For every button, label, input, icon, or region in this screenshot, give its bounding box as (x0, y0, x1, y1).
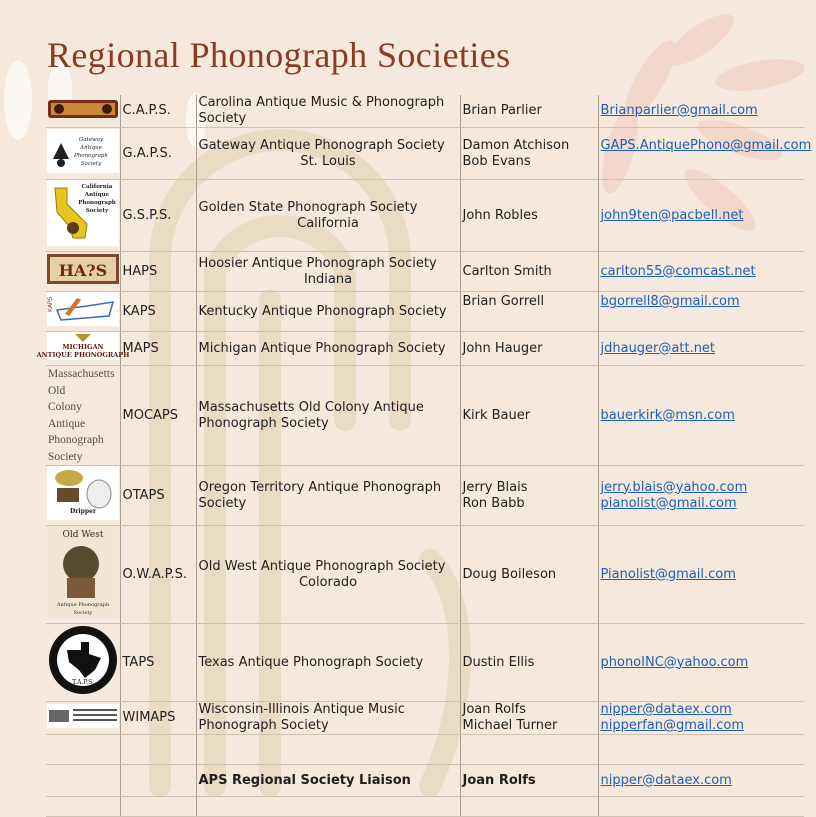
kaps-logo (46, 292, 120, 332)
table-row (46, 702, 804, 735)
society-name: Kentucky Antique Phonograph Society (196, 292, 460, 332)
liaison-label: APS Regional Society Liaison (196, 765, 460, 797)
svg-text:Old West: Old West (62, 530, 104, 540)
society-contact: Jerry Blais Ron Babb (460, 466, 598, 526)
society-name: Golden State Phonograph Society California (196, 180, 460, 252)
svg-text:MICHIGAN: MICHIGAN (62, 343, 104, 351)
society-abbr: HAPS (120, 252, 196, 292)
email-link[interactable]: nipper@dataex.com (600, 772, 732, 788)
society-contact: Joan Rolfs Michael Turner (460, 702, 598, 735)
table-row (46, 332, 804, 366)
gaps-logo (46, 128, 120, 180)
table-row (46, 180, 804, 252)
society-email (598, 292, 804, 332)
email-link[interactable]: bgorrell8@gmail.com (600, 294, 740, 309)
wimaps-logo (46, 702, 120, 735)
society-abbr: MOCAPS (120, 366, 196, 466)
otaps-logo (46, 466, 120, 526)
table-row (46, 95, 804, 128)
society-abbr: KAPS (120, 292, 196, 332)
owaps-logo (46, 526, 120, 624)
svg-text:KAPS: KAPS (46, 296, 54, 312)
svg-text:T.A.P.S.: T.A.P.S. (71, 679, 94, 686)
maps-logo (36, 332, 130, 366)
svg-text:Antique: Antique (84, 192, 109, 198)
email-link[interactable]: bauerkirk@msn.com (600, 407, 735, 423)
society-email (598, 702, 804, 735)
societies-table (36, 95, 812, 817)
society-name: Texas Antique Phonograph Society (196, 624, 460, 702)
empty-row (46, 797, 804, 817)
society-contact: Brian Gorrell (460, 292, 598, 332)
society-abbr: C.A.P.S. (120, 95, 196, 128)
society-email (598, 332, 804, 366)
table-row (46, 128, 804, 180)
society-name: Gateway Antique Phonograph Society St. Louis (196, 128, 460, 180)
society-contact: Dustin Ellis (460, 624, 598, 702)
society-abbr: O.W.A.P.S. (120, 526, 196, 624)
society-contact: Doug Boileson (460, 526, 598, 624)
society-contact: Carlton Smith (460, 252, 598, 292)
haps-logo (46, 252, 120, 292)
society-email (598, 624, 804, 702)
empty-row (46, 735, 804, 765)
email-link[interactable]: carlton55@comcast.net (600, 263, 756, 279)
svg-text:Antique Phonograph: Antique Phonograph (56, 602, 109, 608)
email-link[interactable]: pianolist@gmail.com (600, 495, 737, 511)
society-abbr: TAPS (120, 624, 196, 702)
society-name: Carolina Antique Music & Phonograph Society (196, 95, 460, 128)
table-row (46, 366, 804, 466)
gsps-logo (46, 180, 120, 252)
society-email (598, 180, 804, 252)
society-abbr: WIMAPS (120, 702, 196, 735)
liaison-row (46, 765, 804, 797)
email-link[interactable]: Brianparlier@gmail.com (600, 103, 758, 118)
svg-text:Gateway: Gateway (78, 137, 103, 143)
society-contact: Kirk Bauer (460, 366, 598, 466)
email-link[interactable]: jerry.blais@yahoo.com (600, 479, 748, 495)
society-email (598, 95, 804, 128)
table-row (46, 526, 804, 624)
society-abbr: G.S.P.S. (120, 180, 196, 252)
society-contact: John Robles (460, 180, 598, 252)
society-email (598, 252, 804, 292)
society-email (598, 128, 812, 180)
svg-text:Society: Society (85, 208, 108, 214)
society-abbr: MAPS (120, 332, 196, 366)
svg-text:HA?S: HA?S (58, 261, 107, 280)
caps-logo (46, 95, 120, 128)
mocaps-logo: Massachusetts Old Colony Antique Phonograph Society (46, 366, 120, 466)
table-row (46, 252, 804, 292)
society-name: Michigan Antique Phonograph Society (196, 332, 460, 366)
liaison-contact: Joan Rolfs (460, 765, 598, 797)
page-title: Regional Phonograph Societies (47, 35, 511, 75)
svg-text:Antique: Antique (79, 145, 102, 151)
svg-text:California: California (81, 184, 113, 190)
society-email (598, 466, 804, 526)
society-abbr: OTAPS (120, 466, 196, 526)
email-link[interactable]: nipper@dataex.com (600, 702, 732, 717)
email-link[interactable]: jdhauger@att.net (600, 340, 716, 356)
society-name: Massachusetts Old Colony Antique Phonograph Society (196, 366, 460, 466)
society-name: Hoosier Antique Phonograph Society Indiana (196, 252, 460, 292)
society-contact: Damon Atchison Bob Evans (460, 128, 598, 180)
society-email (598, 366, 804, 466)
liaison-email (598, 765, 804, 797)
svg-text:Society: Society (73, 610, 93, 616)
society-contact: John Hauger (460, 332, 598, 366)
email-link[interactable]: Pianolist@gmail.com (600, 566, 736, 582)
table-row (46, 624, 804, 702)
email-link[interactable]: phonoINC@yahoo.com (600, 654, 749, 670)
email-link[interactable]: GAPS.AntiquePhono@gmail.com (600, 138, 812, 153)
svg-text:Dripper: Dripper (69, 508, 96, 515)
society-name: Wisconsin-Illinois Antique Music Phonograph Society (196, 702, 460, 735)
society-name: Old West Antique Phonograph Society Colorado (196, 526, 460, 624)
table-row (46, 292, 804, 332)
table-row (46, 466, 804, 526)
society-abbr: G.A.P.S. (120, 128, 196, 180)
svg-text:Phonograph: Phonograph (77, 200, 116, 206)
society-contact: Brian Parlier (460, 95, 598, 128)
society-name: Oregon Territory Antique Phonograph Society (196, 466, 460, 526)
email-link[interactable]: nipperfan@gmail.com (600, 718, 744, 733)
svg-text:ANTIQUE PHONOGRAPH: ANTIQUE PHONOGRAPH (36, 351, 130, 359)
svg-text:Society: Society (80, 161, 101, 167)
taps-logo (46, 624, 120, 702)
email-link[interactable]: john9ten@pacbell.net (600, 207, 744, 223)
svg-text:Phonograph: Phonograph (73, 153, 108, 159)
society-email (598, 526, 804, 624)
